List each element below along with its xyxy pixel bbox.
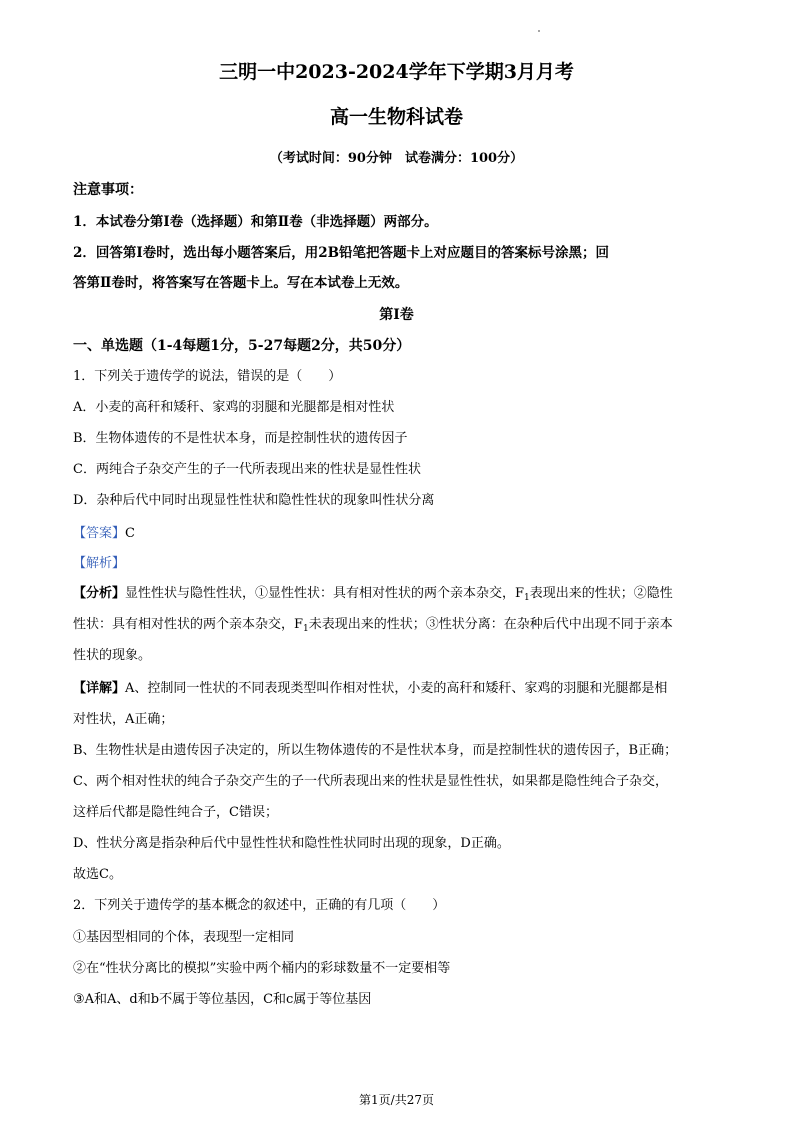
scan-dot bbox=[538, 30, 540, 32]
page-footer: 第1页/共27页 bbox=[359, 1093, 434, 1107]
answer-label: 【答案】 bbox=[73, 526, 126, 541]
answer-value: C bbox=[125, 526, 135, 541]
detail-b: B、生物性状是由遗传因子决定的，所以生物体遗传的不是性状本身，而是控制性状的遗传因子，B正确； bbox=[73, 743, 678, 758]
notice-item-2-line-2: 答第Ⅱ卷时，将答案写在答题卡上。写在本试卷上无效。 bbox=[73, 275, 409, 291]
notice-item-1: 1．本试卷分第Ⅰ卷（选择题）和第Ⅱ卷（非选择题）两部分。 bbox=[73, 214, 438, 230]
subscript: 1 bbox=[303, 624, 309, 634]
fenxi-line-2 bbox=[73, 616, 673, 635]
fenxi-text: 未表现出来的性状；③性状分离：在杂种后代中出现不同于亲本 bbox=[308, 617, 673, 632]
fenxi-label: 【分析】 bbox=[73, 586, 126, 601]
q1-conclusion: 故选C。 bbox=[73, 867, 122, 882]
fenxi-text: 显性性状与隐性性状，①显性性状：具有相对性状的两个亲本杂交，F bbox=[125, 586, 525, 601]
q2-item-3: ③A和A、d和b不属于等位基因，C和c属于等位基因 bbox=[73, 992, 372, 1007]
q2-item-1: ①基因型相同的个体，表现型一定相同 bbox=[73, 930, 295, 945]
section-title: 一、单选题（1-4每题1分，5-27每题2分，共50分） bbox=[73, 338, 411, 354]
detail-label: 【详解】 bbox=[73, 681, 126, 696]
detail-a-line-2: 对性状，A正确； bbox=[73, 712, 174, 727]
detail-text: A、控制同一性状的不同表现类型叫作相对性状，小麦的高秆和矮秆、家鸡的羽腿和光腿都是相 bbox=[125, 681, 668, 696]
q1-option-a: A．小麦的高秆和矮秆、家鸡的羽腿和光腿都是相对性状 bbox=[73, 400, 395, 415]
fenxi-line-3: 性状的现象。 bbox=[73, 648, 152, 663]
analysis-label: 【解析】 bbox=[73, 556, 126, 571]
detail-c-line-2: 这样后代都是隐性纯合子，C错误； bbox=[73, 805, 278, 820]
q1-stem: 1．下列关于遗传学的说法，错误的是（ ） bbox=[73, 369, 342, 384]
notice-item-2-line-1: 2．回答第Ⅰ卷时，选出每小题答案后，用2B铅笔把答题卡上对应题目的答案标号涂黑；回 bbox=[73, 245, 610, 261]
q2-stem: 2．下列关于遗传学的基本概念的叙述中，正确的有几项（ ） bbox=[73, 898, 446, 913]
detail-c-line-1: C、两个相对性状的纯合子杂交产生的子一代所表现出来的性状是显性性状，如果都是隐性纯合子杂交， bbox=[73, 774, 668, 789]
q1-answer bbox=[73, 525, 135, 543]
q1-option-c: C．两纯合子杂交产生的子一代所表现出来的性状是显性性状 bbox=[73, 462, 421, 477]
q2-item-2: ②在“性状分离比的模拟”实验中两个桶内的彩球数量不一定要相等 bbox=[73, 961, 451, 976]
detail-a-line-1 bbox=[73, 680, 667, 698]
exam-subject: 高一生物科试卷 bbox=[329, 106, 463, 128]
fenxi-text: 性状：具有相对性状的两个亲本杂交，F bbox=[73, 617, 304, 632]
fenxi-text: 表现出来的性状；②隐性 bbox=[529, 586, 673, 601]
exam-info: （考试时间：90分钟 试卷满分：100分） bbox=[269, 151, 524, 166]
exam-title: 三明一中2023-2024学年下学期3月月考 bbox=[219, 61, 574, 83]
q1-option-b: B．生物体遗传的不是性状本身，而是控制性状的遗传因子 bbox=[73, 431, 408, 446]
q1-option-d: D．杂种后代中同时出现显性性状和隐性性状的现象叫性状分离 bbox=[73, 493, 435, 508]
notice-heading: 注意事项： bbox=[73, 182, 143, 198]
detail-d: D、性状分离是指杂种后代中显性性状和隐性性状同时出现的现象，D正确。 bbox=[73, 836, 510, 851]
fenxi-line-1 bbox=[73, 585, 673, 604]
part1-heading: 第Ⅰ卷 bbox=[379, 307, 414, 323]
subscript: 1 bbox=[524, 593, 530, 603]
